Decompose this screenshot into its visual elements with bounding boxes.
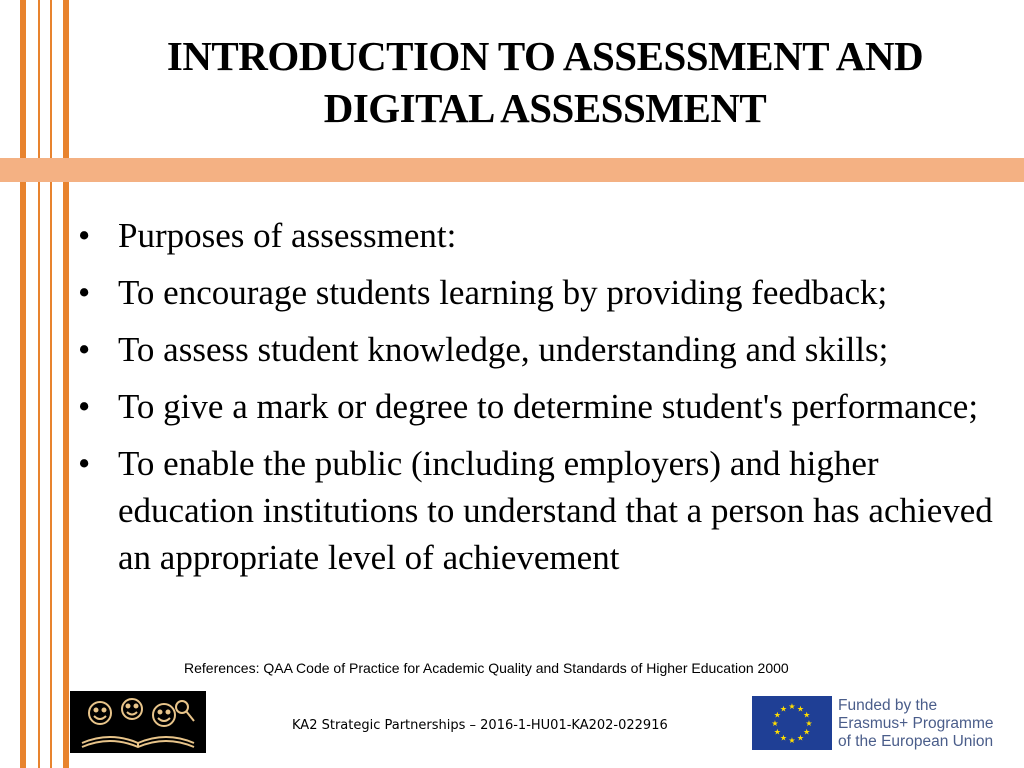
eu-star-icon: ★ [773, 710, 781, 720]
list-item [78, 383, 1013, 430]
list-item [78, 212, 1013, 259]
decorative-vertical-line [38, 0, 40, 768]
eu-funding-line: Funded by the [838, 697, 938, 714]
eu-funding-text [838, 697, 993, 751]
decorative-horizontal-band [0, 158, 1024, 182]
slide-title-line: INTRODUCTION TO ASSESSMENT AND [166, 33, 924, 79]
eu-star-icon: ★ [803, 727, 811, 737]
eu-star-icon: ★ [779, 704, 788, 714]
eu-star-icon: ★ [773, 727, 781, 737]
eu-star-icon: ★ [796, 733, 805, 743]
slide-title-line: DIGITAL ASSESSMENT [323, 85, 767, 131]
bullet-text: To enable the public (including employers) and higher education institutions to understand that a person has achieved an appropriate level of achievement [118, 444, 993, 577]
slide-title [70, 30, 1020, 134]
decorative-vertical-line [50, 0, 52, 768]
decorative-vertical-line [20, 0, 26, 768]
bullet-icon: • [78, 444, 91, 483]
eu-star-icon: ★ [771, 719, 779, 728]
list-item [78, 326, 1013, 373]
references-text: References: QAA Code of Practice for Academic Quality and Standards of Higher Education 2000 [184, 660, 789, 676]
footer-text: KA2 Strategic Partnerships – 2016-1-HU01-KA202-022916 [292, 718, 668, 733]
smiley-book-icon [70, 691, 206, 753]
bullet-icon: • [78, 387, 91, 426]
bullet-text: To assess student knowledge, understanding and skills; [118, 330, 889, 369]
eu-funding-line: Erasmus+ Programme [838, 715, 994, 732]
bullet-text: To give a mark or degree to determine student's performance; [118, 387, 979, 426]
eu-funding-line: of the European Union [838, 733, 994, 750]
bullet-icon: • [78, 273, 91, 312]
bullet-icon: • [78, 330, 91, 369]
bullet-text: To encourage students learning by providing feedback; [118, 273, 888, 312]
eu-star-icon: ★ [788, 702, 796, 711]
decorative-vertical-line [63, 0, 69, 768]
list-item [78, 269, 1013, 316]
eu-star-icon: ★ [803, 710, 811, 720]
eu-star-icon: ★ [796, 704, 805, 714]
bullet-icon: • [78, 216, 91, 255]
eu-star-icon: ★ [779, 733, 788, 743]
project-logo [70, 691, 206, 753]
eu-star-icon: ★ [788, 736, 796, 745]
bullet-list [78, 212, 1013, 591]
eu-star-icon: ★ [805, 719, 813, 728]
bullet-text: Purposes of assessment: [118, 216, 457, 255]
list-item [78, 440, 1013, 581]
eu-flag-icon [752, 696, 832, 750]
